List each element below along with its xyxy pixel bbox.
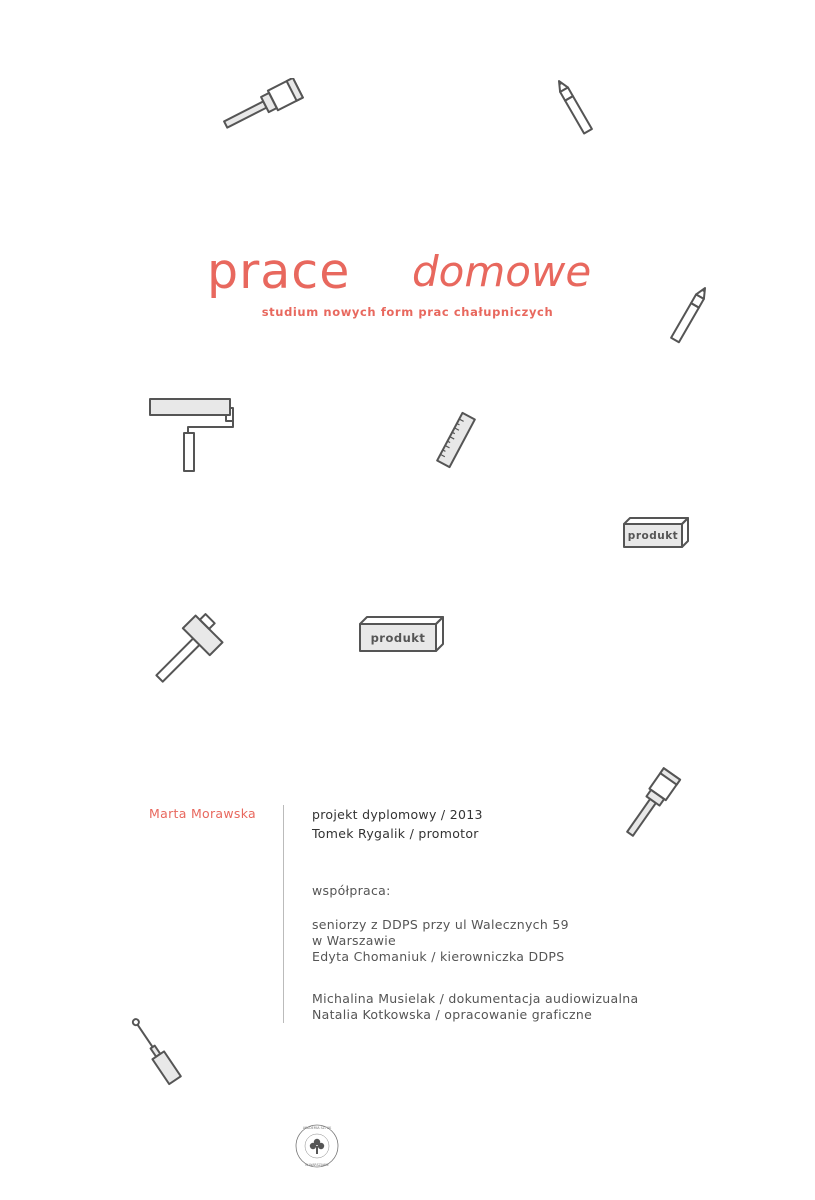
paintbrush-icon <box>218 78 310 132</box>
author-name: Marta Morawska <box>149 806 256 821</box>
paintbrush-icon <box>620 764 686 838</box>
pencil-icon <box>548 74 600 140</box>
product-label-small: produkt <box>627 530 679 542</box>
pencil-icon <box>666 282 714 346</box>
screwdriver-icon <box>126 1014 186 1090</box>
cooperation-line: seniorzy z DDPS przy ul Walecznych 59 <box>312 917 569 932</box>
svg-text:W WARSZAWIE: W WARSZAWIE <box>305 1163 329 1167</box>
divider <box>283 805 284 1023</box>
cooperation-line: Michalina Musielak / dokumentacja audiowizualna <box>312 991 639 1006</box>
project-line-2: Tomek Rygalik / promotor <box>312 826 479 841</box>
product-box-small <box>620 514 692 550</box>
cooperation-line: Edyta Chomaniuk / kierowniczka DDPS <box>312 949 565 964</box>
title-part-domowe: domowe <box>412 247 592 296</box>
project-line-1: projekt dyplomowy / 2013 <box>312 807 483 822</box>
title-part-prace: prace <box>207 243 351 300</box>
ruler-icon <box>430 408 482 472</box>
product-label-large: produkt <box>370 631 426 645</box>
hammer-icon <box>140 610 230 696</box>
svg-text:AKADEMIA SZTUK: AKADEMIA SZTUK <box>302 1126 332 1130</box>
product-box-large <box>356 613 448 657</box>
paint-roller-icon <box>146 395 238 475</box>
cooperation-heading: współpraca: <box>312 883 391 898</box>
cooperation-line: Natalia Kotkowska / opracowanie graficzne <box>312 1007 593 1022</box>
academy-seal-logo <box>294 1123 340 1169</box>
cooperation-line: w Warszawie <box>312 933 396 948</box>
subtitle: studium nowych form prac chałupniczych <box>261 305 554 319</box>
